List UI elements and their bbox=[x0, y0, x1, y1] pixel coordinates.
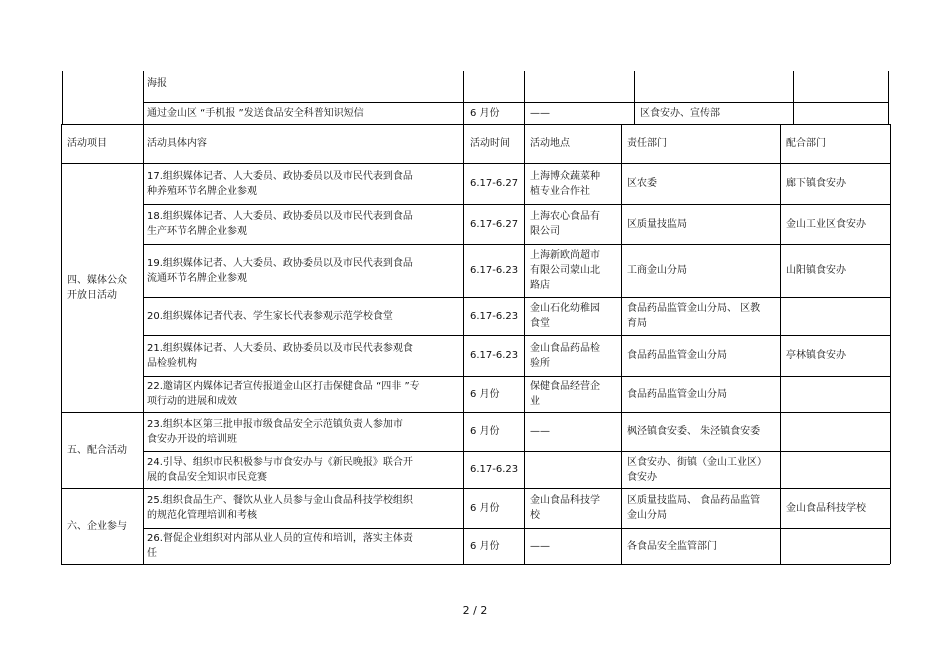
row-coop: 山阳镇食安办 bbox=[786, 265, 846, 276]
row-dept: 区食安办、街镇（金山工业区） bbox=[627, 456, 767, 468]
row-place: 金山食品药品检 bbox=[530, 342, 600, 354]
row-dept: 各食品安全监管部门 bbox=[627, 540, 717, 552]
row-dept: 食品药品监管金山分局、 区教 bbox=[627, 303, 761, 314]
header-content: 活动具体内容 bbox=[147, 138, 207, 149]
row-place: 限公司 bbox=[530, 226, 560, 237]
row-coop: 金山工业区食安办 bbox=[786, 218, 866, 230]
row-coop: 廊下镇食安办 bbox=[786, 178, 846, 189]
row-content: 17.组织媒体记者、人大委员、政协委员以及市民代表到食品 bbox=[147, 170, 413, 182]
group-label-media: 开放日活动 bbox=[67, 289, 117, 301]
group-label-enterprise: 六、企业参与 bbox=[67, 520, 127, 532]
row-place: 保健食品经营企 bbox=[530, 381, 600, 392]
top-table-column-line bbox=[62, 71, 63, 124]
column-line bbox=[780, 124, 781, 564]
row-place: —— bbox=[530, 540, 550, 552]
top-table-column-line bbox=[143, 71, 144, 124]
row-dept: 金山分局 bbox=[627, 510, 667, 521]
row-place: —— bbox=[530, 426, 550, 437]
top-row2-time: 6 月份 bbox=[470, 107, 500, 119]
row-content: 20.组织媒体记者代表、学生家长代表参观示范学校食堂 bbox=[147, 310, 393, 322]
row-time: 6.17-6.27 bbox=[470, 178, 519, 189]
row-content: 任 bbox=[147, 548, 157, 559]
row-time: 6.17-6.27 bbox=[470, 218, 519, 230]
top-table-column-line bbox=[524, 71, 525, 124]
table-top-border bbox=[61, 124, 890, 125]
row-line bbox=[143, 376, 890, 377]
top-row2-content: 通过金山区 “手机报 ”发送食品安全科普知识短信 bbox=[147, 107, 364, 119]
column-line bbox=[890, 124, 891, 564]
row-time: 6 月份 bbox=[470, 426, 500, 437]
row-content: 生产环节名牌企业参观 bbox=[147, 226, 247, 237]
row-place: 金山食品科技学 bbox=[530, 495, 600, 506]
row-dept: 食安办 bbox=[627, 471, 657, 483]
row-content: 流通环节名牌企业参观 bbox=[147, 272, 247, 284]
row-place: 有限公司蒙山北 bbox=[530, 265, 600, 276]
row-content: 品检验机构 bbox=[147, 357, 197, 369]
row-content: 的规范化管理培训和考核 bbox=[147, 510, 257, 521]
row-content: 19.组织媒体记者、人大委员、政协委员以及市民代表到食品 bbox=[147, 257, 413, 269]
header-coop: 配合部门 bbox=[786, 138, 826, 149]
row-place: 验所 bbox=[530, 357, 550, 369]
header-place: 活动地点 bbox=[530, 138, 570, 149]
row-content: 21.组织媒体记者、人大委员、政协委员以及市民代表参观食 bbox=[147, 342, 413, 354]
row-place: 路店 bbox=[530, 280, 550, 291]
top-table-column-line bbox=[634, 71, 635, 124]
top-table-column-line bbox=[463, 71, 464, 124]
row-line bbox=[143, 204, 890, 205]
row-place: 上海博众蔬菜种 bbox=[530, 170, 600, 182]
row-line bbox=[143, 297, 890, 298]
row-dept: 食品药品监管金山分局 bbox=[627, 388, 727, 400]
row-line bbox=[143, 528, 890, 529]
row-place: 业 bbox=[530, 396, 540, 407]
row-line bbox=[143, 244, 890, 245]
row-content: 食安办开设的培训班 bbox=[147, 433, 237, 445]
header-project: 活动项目 bbox=[67, 138, 107, 149]
row-time: 6 月份 bbox=[470, 388, 500, 400]
top-table-column-line bbox=[888, 71, 889, 124]
top-table-row-line bbox=[143, 102, 888, 103]
row-content: 18.组织媒体记者、人大委员、政协委员以及市民代表到食品 bbox=[147, 211, 413, 222]
row-content: 项行动的进展和成效 bbox=[147, 396, 237, 407]
column-line bbox=[61, 124, 62, 564]
row-coop: 金山食品科技学校 bbox=[786, 502, 866, 514]
row-content: 展的食品安全知识市民竞赛 bbox=[147, 471, 267, 483]
group-label-media: 四、媒体公众 bbox=[67, 274, 127, 286]
row-content: 23.组织本区第三批申报市级食品安全示范镇负责人参加市 bbox=[147, 418, 403, 430]
column-line bbox=[621, 124, 622, 564]
column-line bbox=[524, 124, 525, 564]
row-place: 上海新欧尚超市 bbox=[530, 250, 600, 261]
row-dept: 工商金山分局 bbox=[627, 265, 687, 276]
row-dept: 区农委 bbox=[627, 178, 657, 189]
row-dept: 枫泾镇食安委、 朱泾镇食安委 bbox=[627, 426, 761, 437]
top-row2-place: —— bbox=[530, 107, 550, 119]
row-line bbox=[143, 451, 890, 452]
row-time: 6.17-6.23 bbox=[470, 265, 519, 276]
row-line bbox=[61, 564, 890, 565]
row-coop: 亭林镇食安办 bbox=[786, 350, 846, 361]
row-dept: 食品药品监管金山分局 bbox=[627, 350, 727, 361]
row-place: 上海农心食品有 bbox=[530, 211, 600, 222]
row-line bbox=[143, 335, 890, 336]
column-line bbox=[143, 124, 144, 564]
row-content: 26.督促企业组织对内部从业人员的宣传和培训，落实主体责 bbox=[147, 533, 413, 544]
header-dept: 责任部门 bbox=[627, 138, 667, 149]
row-content: 22.邀请区内媒体记者宣传报道金山区打击保健食品 “四非 ”专 bbox=[147, 381, 420, 392]
row-line bbox=[61, 412, 890, 413]
row-time: 6.17-6.23 bbox=[470, 350, 519, 361]
row-content: 24.引导、组织市民积极参与市食安办与《新民晚报》联合开 bbox=[147, 456, 413, 468]
row-place: 校 bbox=[530, 510, 540, 521]
top-row1-content: 海报 bbox=[147, 77, 167, 89]
group-label-cooperation: 五、配合活动 bbox=[67, 444, 127, 456]
row-place: 食堂 bbox=[530, 318, 550, 329]
top-row2-dept: 区食安办、宣传部 bbox=[640, 107, 720, 119]
row-time: 6.17-6.23 bbox=[470, 310, 519, 322]
top-table-column-line bbox=[793, 71, 794, 124]
row-content: 25.组织食品生产、餐饮从业人员参与金山食品科技学校组织 bbox=[147, 495, 413, 506]
row-dept: 区质量技监局、 食品药品监管 bbox=[627, 495, 761, 506]
row-place: 植专业合作社 bbox=[530, 185, 590, 197]
row-time: 6 月份 bbox=[470, 540, 500, 552]
column-line bbox=[463, 124, 464, 564]
row-time: 6 月份 bbox=[470, 502, 500, 514]
header-time: 活动时间 bbox=[470, 138, 510, 149]
row-dept: 区质量技监局 bbox=[627, 218, 687, 230]
row-time: 6.17-6.23 bbox=[470, 464, 519, 475]
row-dept: 育局 bbox=[627, 318, 647, 329]
row-content: 种养殖环节名牌企业参观 bbox=[147, 185, 257, 197]
page-number: 2 / 2 bbox=[462, 604, 488, 617]
row-line bbox=[61, 488, 890, 489]
header-bottom-line bbox=[61, 163, 890, 164]
row-place: 金山石化幼稚园 bbox=[530, 303, 600, 314]
